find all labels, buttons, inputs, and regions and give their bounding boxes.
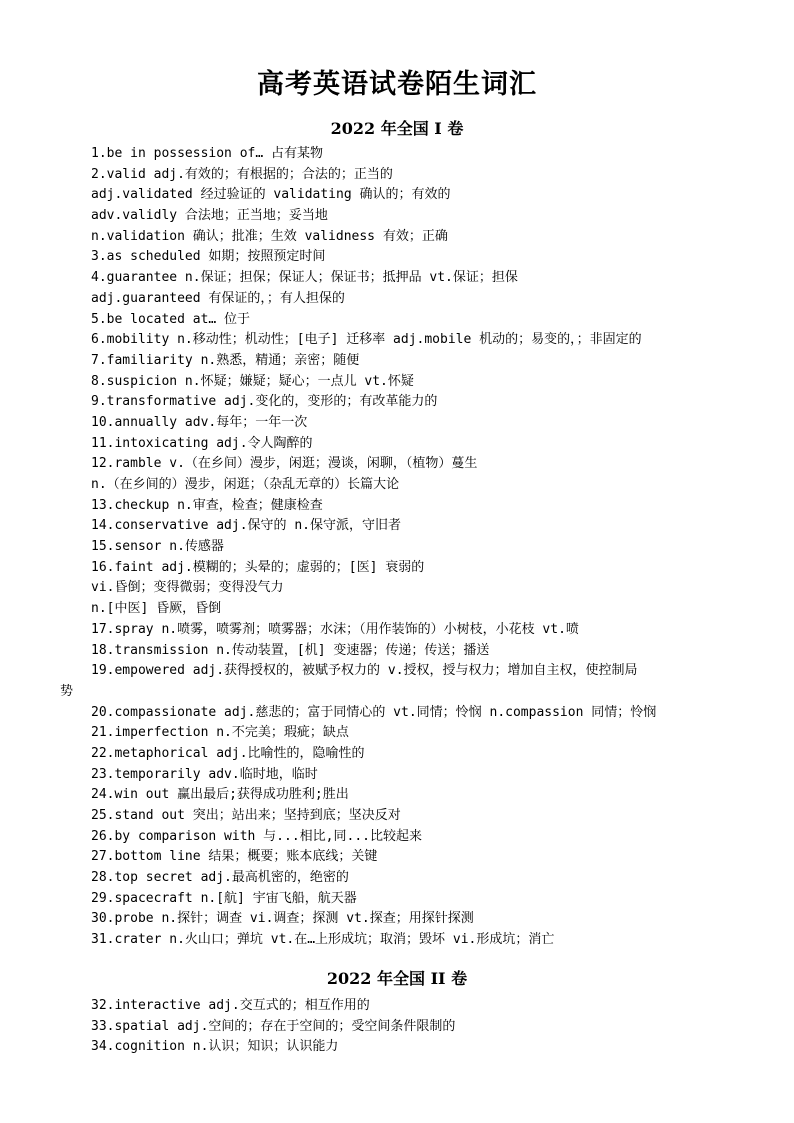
vocab-line: 8.suspicion n.怀疑；嫌疑；疑心；一点儿 vt.怀疑 xyxy=(91,373,414,389)
vocab-line: 24.win out 赢出最后;获得成功胜利;胜出 xyxy=(91,787,349,803)
vocab-line: 14.conservative adj.保守的 n.保守派，守旧者 xyxy=(91,518,402,534)
vocab-line: n.[中医] 昏厥，昏倒 xyxy=(91,601,222,617)
vocab-line: 25.stand out 突出；站出来；坚持到底；坚决反对 xyxy=(91,808,401,823)
vocab-line: 29.spacecraft n.[航] 宇宙飞船，航天器 xyxy=(91,890,357,906)
vocab-line: vi.昏倒；变得微弱；变得没气力 xyxy=(91,580,284,596)
vocab-line: 26.by comparison with 与...相比,同...比较起来 xyxy=(91,828,422,844)
vocab-line: 23.temporarily adv.临时地，临时 xyxy=(91,766,318,782)
vocab-line: 10.annually adv.每年；一年一次 xyxy=(91,414,308,430)
vocab-line: 4.guarantee n.保证；担保；保证人；保证书；抵押品 vt.保证；担保 xyxy=(91,270,518,286)
vocab-line: adj.validated 经过验证的 validating 确认的；有效的 xyxy=(91,187,451,203)
vocab-line: 33.spatial adj.空间的；存在于空间的；受空间条件限制的 xyxy=(91,1018,456,1034)
vocab-line: 11.intoxicating adj.令人陶醉的 xyxy=(91,435,313,451)
vocab-line: 31.crater n.火山口；弹坑 vt.在…上形成坑；取消；毁坏 vi.形成坑；消亡 xyxy=(91,932,555,948)
vocab-line: 9.transformative adj.变化的，变形的；有改革能力的 xyxy=(91,394,438,410)
vocab-line: 15.sensor n.传感器 xyxy=(91,539,224,555)
vocab-line: 22.metaphorical adj.比喻性的，隐喻性的 xyxy=(91,745,365,761)
vocab-line: n.validation 确认；批准；生效 validness 有效；正确 xyxy=(91,228,448,244)
vocab-line: 18.transmission n.传动装置，[机] 变速器；传递；传送；播送 xyxy=(91,642,490,658)
vocab-line: 13.checkup n.审查，检查；健康检查 xyxy=(91,497,323,513)
vocab-line: 32.interactive adj.交互式的；相互作用的 xyxy=(91,998,370,1013)
vocab-line: 27.bottom line 结果；概要；账本底线；关键 xyxy=(91,849,378,865)
vocab-line: adj.guaranteed 有保证的，；有人担保的 xyxy=(91,290,345,306)
page-title: 高考英语试卷陌生词汇 xyxy=(257,69,537,100)
vocab-line: 28.top secret adj.最高机密的，绝密的 xyxy=(91,870,349,886)
vocab-line: 16.faint adj.模糊的；头晕的；虚弱的；[医] 衰弱的 xyxy=(91,559,425,575)
vocab-line: 19.empowered adj.获得授权的，被赋予权力的 v.授权，授与权力；增加自主权，使控制局 xyxy=(91,663,638,679)
vocab-line: 30.probe n.探针；调查 vi.调查；探测 vt.探查；用探针探测 xyxy=(91,911,474,927)
vocab-line: 3.as scheduled 如期；按照预定时间 xyxy=(91,249,326,265)
vocab-line: 21.imperfection n.不完美；瑕疵；缺点 xyxy=(91,725,349,741)
vocab-line: 7.familiarity n.熟悉，精通；亲密；随便 xyxy=(91,352,360,368)
vocab-line: 17.spray n.喷雾，喷雾剂；喷雾器；水沫；（用作装饰的）小树枝，小花枝 vt.喷 xyxy=(91,621,579,637)
vocab-list xyxy=(60,144,751,951)
vocab-line: 5.be located at… 位于 xyxy=(91,311,251,327)
section-heading: 2022 年全国 I 卷 xyxy=(330,119,464,138)
vocab-list xyxy=(91,996,751,1058)
section-heading: 2022 年全国 II 卷 xyxy=(326,969,468,988)
vocab-line: n.（在乡间的）漫步，闲逛；（杂乱无章的）长篇大论 xyxy=(91,477,400,492)
vocab-line: 12.ramble v.（在乡间）漫步，闲逛；漫谈，闲聊，（植物）蔓生 xyxy=(91,456,478,472)
vocab-line: adv.validly 合法地；正当地；妥当地 xyxy=(91,208,328,224)
vocab-line: 势 xyxy=(60,683,74,699)
vocab-line: 2.valid adj.有效的；有根据的；合法的；正当的 xyxy=(91,166,393,182)
vocab-line: 34.cognition n.认识；知识；认识能力 xyxy=(91,1039,339,1055)
vocab-line: 1.be in possession of… 占有某物 xyxy=(91,146,324,161)
vocab-line: 6.mobility n.移动性；机动性；[电子] 迁移率 adj.mobile 机动的；易变的，；非固定的 xyxy=(91,332,642,348)
vocab-line: 20.compassionate adj.慈悲的；富于同情心的 vt.同情；怜悯 n.compassion 同情；怜悯 xyxy=(91,704,657,720)
